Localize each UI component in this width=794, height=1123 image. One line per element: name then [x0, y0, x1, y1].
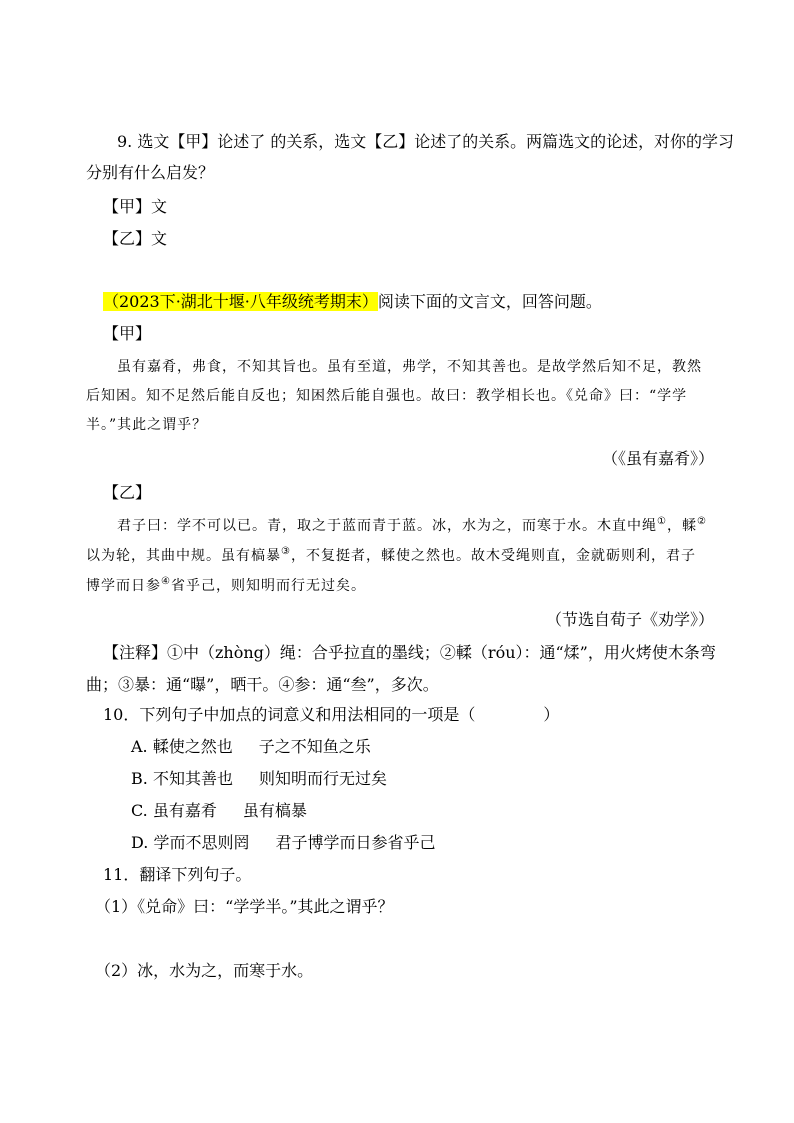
q10-option-c: C. 虽有嘉肴 虽有槁暴	[131, 801, 307, 820]
q9-answer-jia: 【甲】文	[103, 197, 168, 216]
notes-line1: 【注释】①中（zhòng）绳：合乎拉直的墨线；②輮（róu）：通“煣”，用火烤使木条弯	[103, 643, 716, 662]
jia-label: 【甲】	[103, 324, 152, 343]
yi-label: 【乙】	[103, 483, 152, 502]
reading-instruction: 阅读下面的文言文，回答问题。	[377, 292, 602, 311]
footnote-marker-4: ④	[161, 576, 171, 587]
q9-answer-yi: 【乙】文	[103, 229, 168, 248]
jia-text-line3: 半。”其此之谓乎？	[86, 417, 208, 433]
q9-stem-line1: 9. 选文【甲】论述了 的关系，选文【乙】论述了的关系。两篇选文的论述，对你的学习	[117, 132, 735, 151]
jia-text-line1: 虽有嘉肴，弗食，不知其旨也。虽有至道，弗学，不知其善也。是故学然后知不足，教然	[117, 359, 702, 375]
yi-text-line1: 君子曰：学不可以已。青，取之于蓝而青于蓝。冰，水为之，而寒于水。木直中绳①，輮②	[117, 516, 707, 534]
q10-option-b: B. 不知其善也 则知明而行无过矣	[131, 769, 387, 788]
q10-option-d: D. 学而不思则罔 君子博学而日参省乎己	[131, 833, 436, 852]
q10-stem: 10．下列句子中加点的词意义和用法相同的一项是（ ）	[103, 705, 560, 724]
source-highlight: （2023下·湖北十堰·八年级统考期末）	[103, 292, 378, 311]
q9-stem-line2: 分别有什么启发？	[86, 163, 215, 182]
q10-option-a: A. 輮使之然也 子之不知鱼之乐	[131, 737, 371, 756]
q11-sentence-2: （2）冰，水为之，而寒于水。	[95, 961, 314, 980]
yi-source: （节选自荀子《劝学》）	[545, 610, 714, 629]
yi-text-line3: 博学而日参④省乎己，则知明而行无过矣。	[86, 576, 366, 594]
jia-text-line2: 后知困。知不足然后能自反也；知困然后能自强也。故曰：教学相长也。《兑命》曰：“学学	[86, 388, 688, 404]
jia-source: （《虽有嘉肴》）	[601, 449, 714, 468]
q11-sentence-1: （1）《兑命》曰：“学学半。”其此之谓乎？	[95, 897, 394, 916]
footnote-marker-3: ③	[281, 546, 291, 557]
footnote-marker-1: ①	[657, 516, 667, 527]
passage-heading	[103, 291, 602, 313]
footnote-marker-2: ②	[696, 516, 707, 527]
yi-text-line2: 以为轮，其曲中规。虽有槁暴③，不复挺者，輮使之然也。故木受绳则直，金就砺则利，君子	[86, 546, 696, 564]
q11-stem: 11．翻译下列句子。	[103, 865, 252, 884]
notes-line2: 曲；③暴：通“曝”，晒干。④参：通“叁”，多次。	[86, 675, 439, 694]
